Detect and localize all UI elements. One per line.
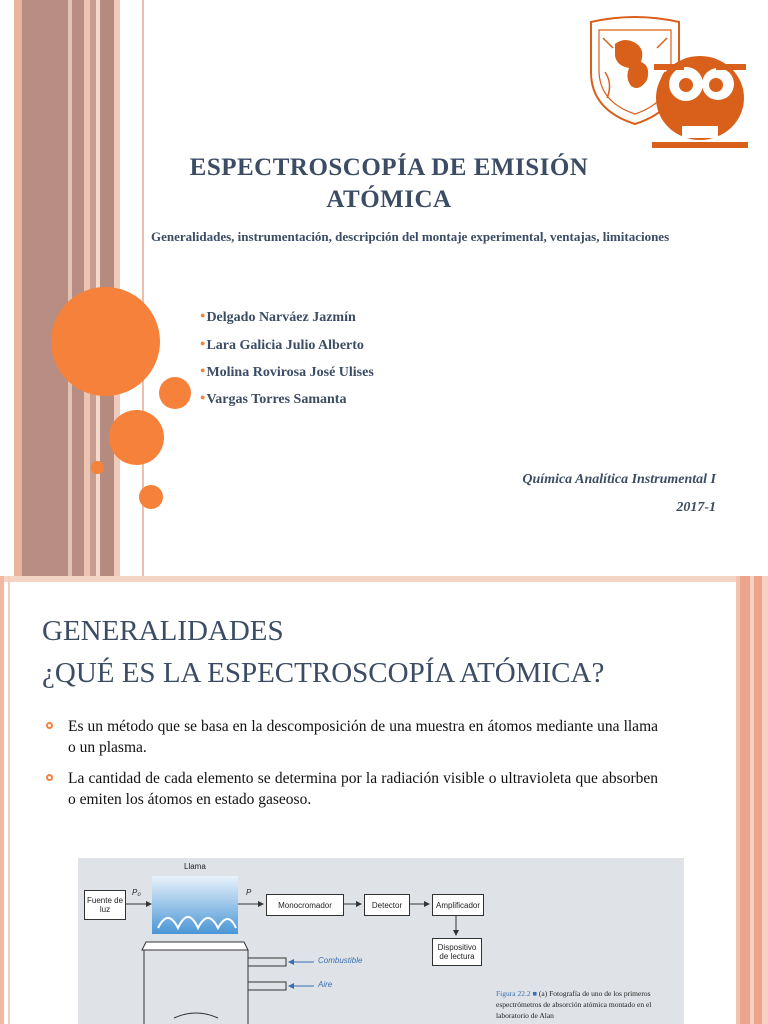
- readout-box: Dispositivo de lectura: [432, 938, 482, 966]
- bullet-text: La cantidad de cada elemento se determina por la radiación visible o ultravioleta que absorben o emiten los átomos en estado gaseoso.: [68, 770, 658, 808]
- spectrometer-diagram: [78, 858, 684, 1024]
- left-stripe: [0, 0, 14, 576]
- slide-heading: [42, 610, 604, 694]
- slide-title: [150, 152, 628, 216]
- slide-subtitle: Generalidades, instrumentación, descripción del montaje experimental, ventajas, limitaciones: [151, 229, 670, 244]
- title-line: ESPECTROSCOPÍA DE EMISIÓN: [189, 154, 589, 181]
- left-stripe: [72, 0, 84, 576]
- figure-caption: [496, 988, 684, 1021]
- top-border: [0, 576, 768, 582]
- left-stripe: [14, 0, 22, 576]
- monochromator-box: Monocromador: [266, 894, 344, 916]
- light-source-box: Fuente de luz: [84, 890, 126, 920]
- author-name: Vargas Torres Samanta: [206, 392, 347, 407]
- bullet-dot-icon: ●: [200, 310, 206, 320]
- author-item: [200, 365, 374, 381]
- p-label: P: [246, 888, 252, 897]
- right-stripe: [754, 576, 762, 1024]
- bullet-dot-icon: ●: [200, 392, 206, 402]
- bullet-dot-icon: ●: [200, 365, 206, 375]
- p0-label: P₀: [132, 888, 141, 897]
- bullet-ring-icon: [46, 722, 53, 729]
- title-line: ATÓMICA: [326, 186, 452, 213]
- bullet-dot-icon: ●: [200, 338, 206, 348]
- author-name: Lara Galicia Julio Alberto: [206, 338, 364, 353]
- author-item: [200, 392, 346, 408]
- course-name: Química Analítica Instrumental I: [522, 472, 716, 487]
- detector-box: Detector: [364, 894, 410, 916]
- right-stripe: [762, 576, 768, 1024]
- fuel-label: Combustible: [318, 956, 363, 965]
- decorative-circle: [51, 287, 160, 396]
- left-stripe: [8, 576, 10, 1024]
- bullet-text: Es un método que se basa en la descomposición de una muestra en átomos mediante una llama o un plasma.: [68, 718, 658, 756]
- right-stripe: [740, 576, 750, 1024]
- term-label: 2017-1: [676, 500, 716, 515]
- author-item: [200, 310, 356, 326]
- caption-text: (a) Fotografía de uno de los primeros espectrómetros de absorción atómica montado en el laboratorio de Alan: [496, 989, 652, 1020]
- author-item: [200, 338, 364, 354]
- decorative-circle: [91, 461, 104, 474]
- heading-line: GENERALIDADES: [42, 615, 284, 647]
- author-name: Delgado Narváez Jazmín: [206, 310, 356, 325]
- content-slide: [0, 576, 768, 1024]
- faculty-logo: [652, 54, 748, 150]
- caption-figure-number: Figura 22.2 ■: [496, 989, 537, 998]
- decorative-circle: [159, 377, 191, 409]
- bullet-ring-icon: [46, 774, 53, 781]
- amplifier-box: Amplificador: [432, 894, 484, 916]
- heading-line: ¿QUÉ ES LA ESPECTROSCOPÍA ATÓMICA?: [42, 657, 605, 689]
- flame-image: [152, 876, 238, 934]
- decorative-circle: [109, 410, 164, 465]
- flame-label: Llama: [184, 862, 206, 871]
- air-label: Aire: [318, 980, 333, 989]
- left-stripe: [22, 0, 68, 576]
- left-stripe: [0, 576, 4, 1024]
- author-name: Molina Rovirosa José Ulises: [206, 365, 374, 380]
- decorative-circle: [139, 485, 163, 509]
